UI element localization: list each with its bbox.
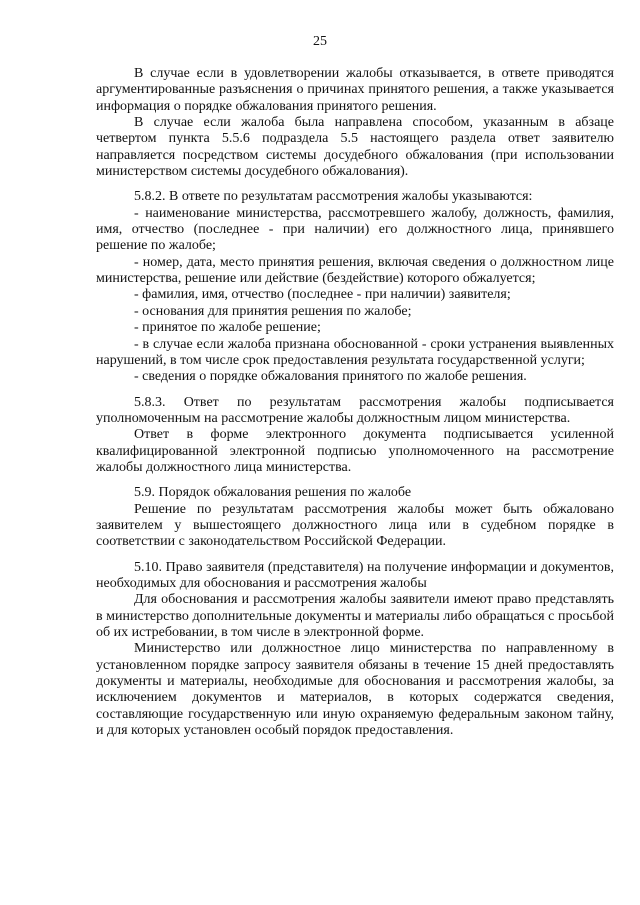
paragraph: 5.10. Право заявителя (представителя) на получение информации и документов, необходимых для обоснования и рассмотрения жалобы (96, 559, 614, 591)
paragraph: - номер, дата, место принятия решения, включая сведения о должностном лице министерства, решение или действие (бездействие) которого обжалуется; (96, 254, 614, 287)
paragraph: - фамилия, имя, отчество (последнее - при наличии) заявителя; (134, 287, 511, 303)
paragraph: - в случае если жалоба признана обоснованной - сроки устранения выявленных нарушений, в том числе срок предоставления результата государственной услуги; (96, 336, 614, 368)
paragraph: 5.9. Порядок обжалования решения по жалобе (134, 485, 412, 501)
paragraph: Ответ в форме электронного документа подписывается усиленной квалифицированной электронной подписью уполномоченного на рассмотрение жалобы должностного лица министерства. (96, 427, 614, 475)
paragraph: 5.8.3. Ответ по результатам рассмотрения жалобы подписывается уполномоченным на рассмотрение жалобы должностным лицом министерства. (96, 394, 614, 426)
paragraph: - основания для принятия решения по жалобе; (134, 303, 412, 319)
paragraph: - наименование министерства, рассмотревшего жалобу, должность, фамилия, имя, отчество (последнее - при наличии) его должностного лица, принявшего решение по жалобе; (96, 205, 614, 254)
paragraph: 5.8.2. В ответе по результатам рассмотрения жалобы указываются: (134, 189, 533, 205)
paragraph: Министерство или должностное лицо министерства по направленному в установленном порядке запросу заявителя обязаны в течение 15 дней предоставлять документы и материалы, необходимые для обоснования и рассмотрения жалобы, за исключением документов и материалов, в которых содержатся сведения, составляющие государственную или иную охраняемую федеральным законом тайну, и для которых установлен особый порядок предоставления. (96, 641, 614, 739)
paragraph: - принятое по жалобе решение; (134, 320, 321, 336)
paragraph: - сведения о порядке обжалования принятого по жалобе решения. (134, 369, 527, 385)
page-number: 25 (313, 34, 327, 49)
document-body (96, 66, 614, 739)
paragraph: В случае если жалоба была направлена способом, указанным в абзаце четвертом пункта 5.5.6 подраздела 5.5 настоящего раздела ответ заявителю направляется посредством системы досудебного обжалования (при использовании министерством системы досудебного обжалования). (96, 115, 614, 180)
paragraph: Решение по результатам рассмотрения жалобы может быть обжаловано заявителем у вышестоящего должностного лица или в судебном порядке в соответствии с законодательством Российской Федерации. (96, 501, 614, 550)
paragraph: В случае если в удовлетворении жалобы отказывается, в ответе приводятся аргументированные разъяснения о причинах принятого решения, а также указывается информация о порядке обжалования принятого решения. (96, 66, 614, 114)
paragraph: Для обоснования и рассмотрения жалобы заявители имеют право представлять в министерство дополнительные документы и материалы либо обращаться с просьбой об их истребовании, в том числе в электронной форме. (96, 592, 614, 640)
